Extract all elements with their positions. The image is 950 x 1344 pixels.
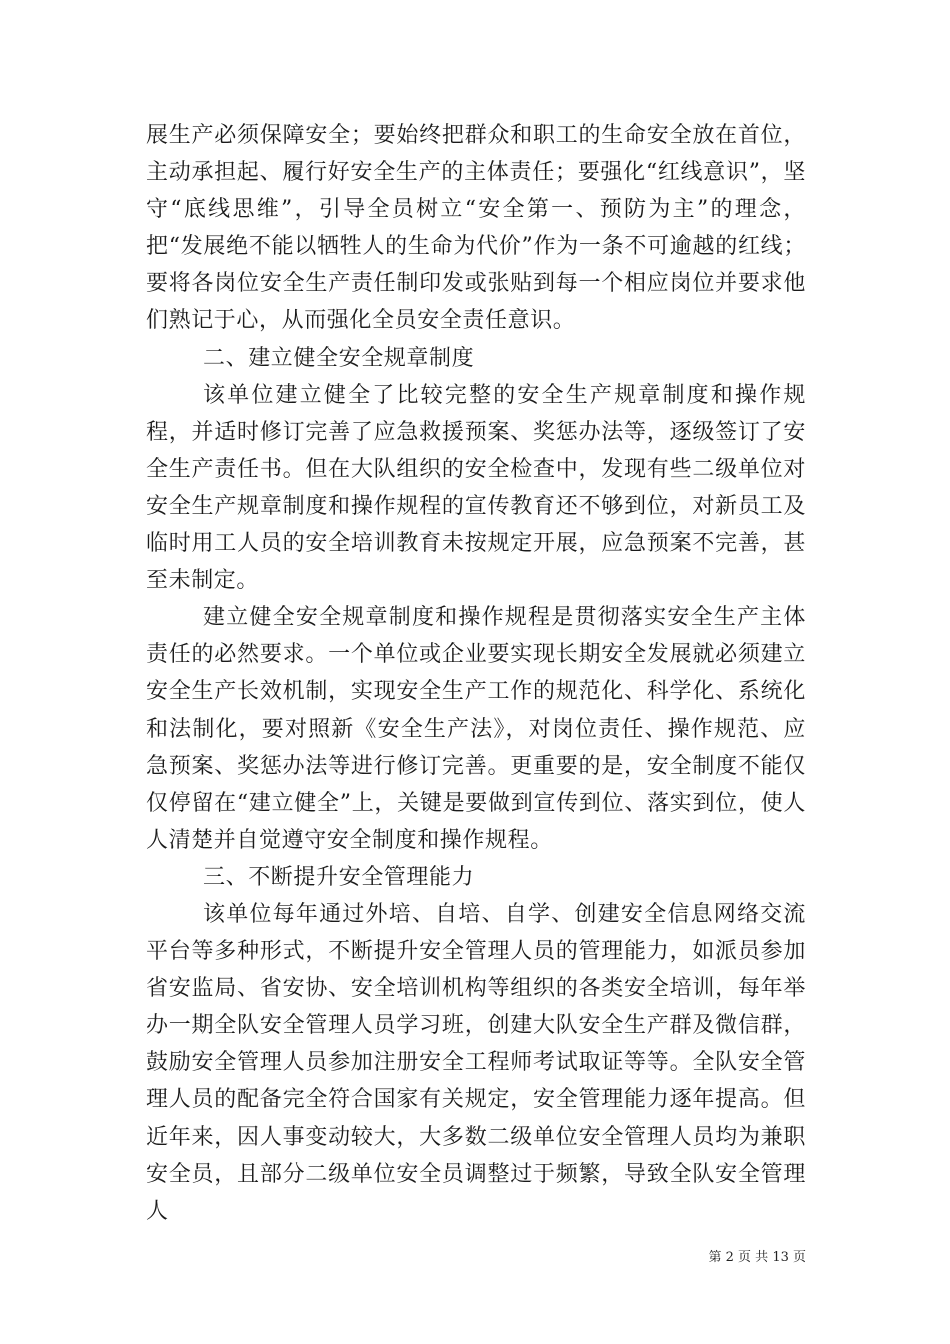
page-number-footer: 第 2 页 共 13 页 <box>708 1250 806 1265</box>
section-heading-2: 二、建立健全安全规章制度 <box>203 345 475 371</box>
paragraph-2: 该单位建立健全了比较完整的安全生产规章制度和操作规程，并适时修订完善了应急救援预案、奖惩办法等，逐级签订了安全生产责任书。但在大队组织的安全检查中，发现有些二级单位对安全生产规章制度和操作规程的宣传教育还不够到位，对新员工及临时用工人员的安全培训教育未按规定开展，应急预案不完善，甚至未制定。 <box>146 382 806 594</box>
paragraph-4: 该单位每年通过外培、自培、自学、创建安全信息网络交流平台等多种形式，不断提升安全管理人员的管理能力，如派员参加省安监局、省安协、安全培训机构等组织的各类安全培训，每年举办一期全队安全管理人员学习班，创建大队安全生产群及微信群，鼓励安全管理人员参加注册安全工程师考试取证等等。全队安全管理人员的配备完全符合国家有关规定，安全管理能力逐年提高。但近年来，因人事变动较大，大多数二级单位安全管理人员均为兼职安全员，且部分二级单位安全员调整过于频繁，导致全队安全管理人 <box>146 901 806 1224</box>
paragraph-3: 建立健全安全规章制度和操作规程是贯彻落实安全生产主体责任的必然要求。一个单位或企业要实现长期安全发展就必须建立安全生产长效机制，实现安全生产工作的规范化、科学化、系统化和法制化，要对照新《安全生产法》，对岗位责任、操作规范、应急预案、奖惩办法等进行修订完善。更重要的是，安全制度不能仅仅停留在“建立健全”上，关键是要做到宣传到位、落实到位，使人人清楚并自觉遵守安全制度和操作规程。 <box>146 605 806 853</box>
document-body <box>146 117 806 1230</box>
section-heading-3: 三、不断提升安全管理能力 <box>203 864 475 890</box>
paragraph-1: 展生产必须保障安全；要始终把群众和职工的生命安全放在首位，主动承担起、履行好安全生产的主体责任；要强化“红线意识”，坚守“底线思维”，引导全员树立“安全第一、预防为主”的理念，把“发展绝不能以牺牲人的生命为代价”作为一条不可逾越的红线；要将各岗位安全生产责任制印发或张贴到每一个相应岗位并要求他们熟记于心，从而强化全员安全责任意识。 <box>146 123 806 334</box>
